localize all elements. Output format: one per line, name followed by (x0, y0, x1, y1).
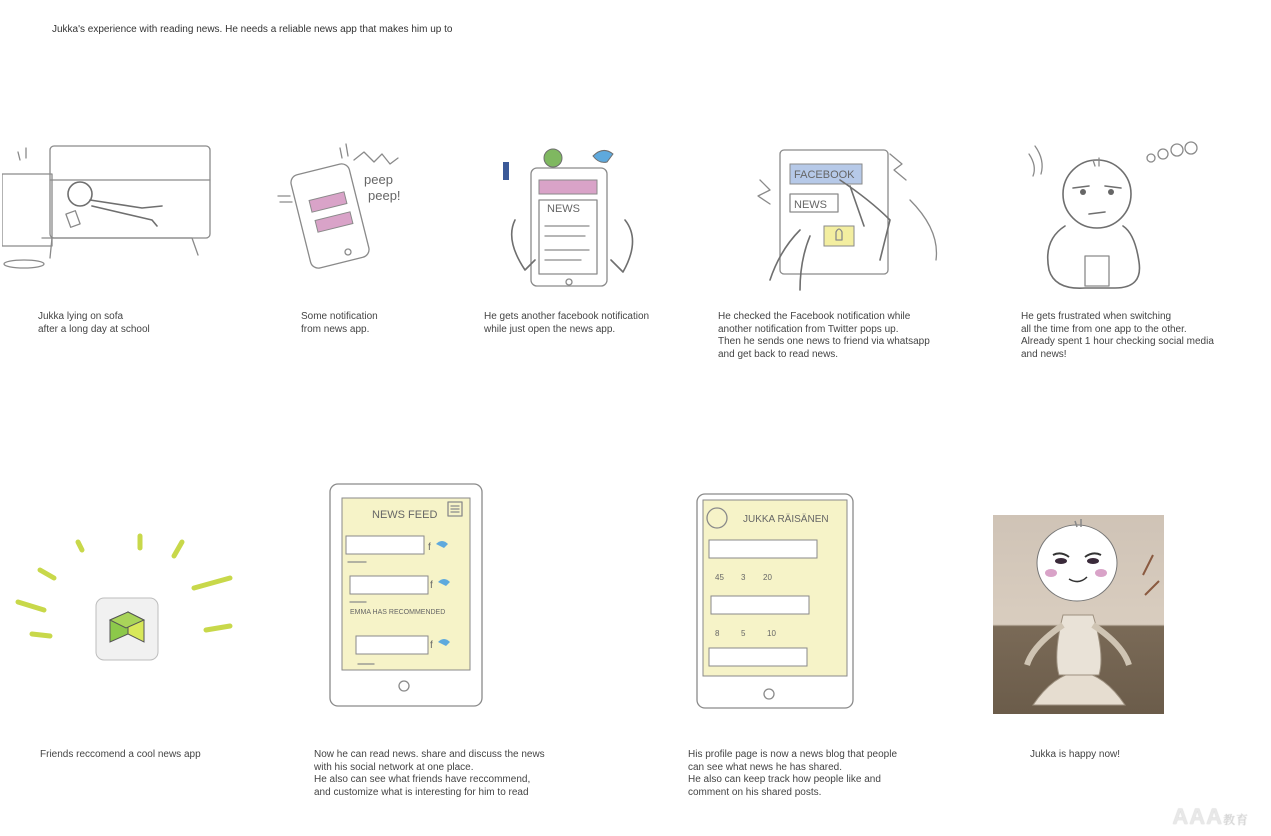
panel-caption: Friends reccomend a cool news app (40, 749, 201, 760)
facebook-icon (503, 162, 509, 180)
facebook-text: FACEBOOK (794, 169, 855, 181)
panel-profile (693, 490, 858, 712)
facebook-icon: f (428, 542, 431, 553)
panel-news-feed (326, 480, 486, 710)
meditating-figure-illustration (993, 515, 1164, 714)
news-text: NEWS (547, 203, 580, 215)
watermark-brand: AAA (1172, 804, 1223, 829)
news-app-sketch (495, 140, 655, 290)
panel-notification (270, 140, 410, 270)
emma-recommended-text: EMMA HAS RECOMMENDED (350, 609, 446, 616)
likes-count: 45 (715, 573, 724, 582)
comments-count: 20 (763, 573, 772, 582)
happy-jukka-photo (993, 515, 1164, 714)
panel-caption: Some notification from news app. (301, 311, 378, 335)
panel-caption: He checked the Facebook notification while another notification from Twitter pops up. Then he sends one news to friend via whatsapp and get back to read news. (718, 311, 930, 360)
shares-count: 3 (741, 573, 746, 582)
comments-count: 10 (767, 629, 776, 638)
twitter-bird-icon (593, 150, 613, 162)
frustrated-jukka-sketch (1025, 130, 1205, 305)
news-text: NEWS (794, 199, 827, 211)
profile-tablet-sketch (693, 490, 858, 712)
panel-caption: Jukka lying on sofa after a long day at school (38, 311, 150, 335)
shares-count: 5 (741, 629, 746, 638)
panel-caption: He gets another facebook notification while just open the news app. (484, 311, 650, 335)
tablet-facebook-sketch (740, 140, 950, 300)
cool-app-sketch (10, 530, 240, 670)
likes-count: 8 (715, 629, 720, 638)
facebook-icon: f (430, 640, 433, 651)
peep-text: peep (364, 172, 393, 187)
news-feed-tablet-sketch (326, 480, 486, 710)
panel-cool-app (10, 530, 240, 670)
peep-text: peep! (368, 188, 401, 203)
watermark-suffix: 教育 (1222, 813, 1249, 827)
page-title: Jukka's experience with reading news. He needs a reliable news app that makes him up to (52, 24, 453, 35)
panel-frustrated (1025, 130, 1205, 305)
sofa-sketch (2, 140, 217, 270)
panel-facebook-check (740, 140, 950, 300)
watermark (1172, 804, 1249, 830)
newsfeed-text: NEWS FEED (372, 509, 438, 521)
panel-sofa (2, 140, 217, 270)
panel-caption: He gets frustrated when switching all the time from one app to the other. Already spent 1 hour checking social media and news! (1021, 311, 1214, 360)
profile-name-text: JUKKA RÄISÄNEN (743, 514, 829, 525)
phone-notification-sketch (270, 140, 410, 270)
panel-caption: Now he can read news. share and discuss the news with his social network at one place. He also can see what friends have reccommend, and customize what is interesting for him to read (314, 749, 545, 798)
facebook-icon: f (430, 580, 433, 591)
panel-caption: Jukka is happy now! (1030, 749, 1121, 760)
panel-caption: His profile page is now a news blog that people can see what news he has shared. He also can keep track how people like and comment on his shared posts. (688, 749, 898, 798)
panel-news-app (495, 140, 655, 290)
whatsapp-icon (544, 149, 562, 167)
